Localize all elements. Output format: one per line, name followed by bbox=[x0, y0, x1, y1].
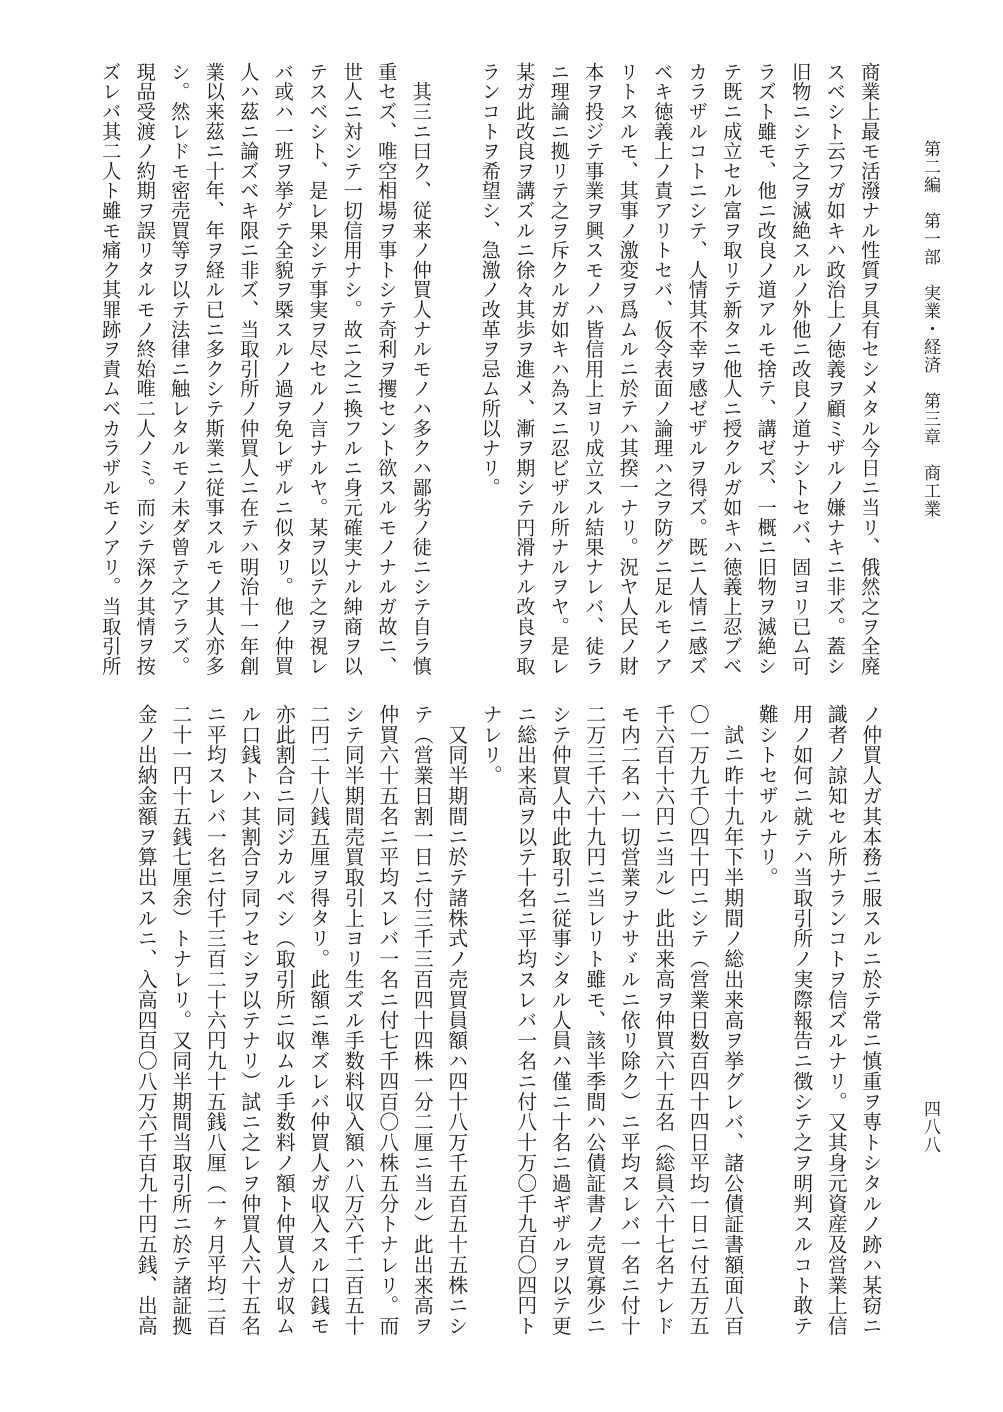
upper-text-line: スベシト云フガ如キハ政治上ノ徳義ヲ顧ミザルノ嫌ナキニ非ズ。蓋シ bbox=[823, 62, 847, 676]
upper-text-line: ズレバ其二人ト雖モ痛ク其罪跡ヲ責ムベカラザルモノアリ。当取引所 bbox=[99, 62, 123, 676]
lower-text-line: ニ総出来高ヲ以テ十名ニ平均スレバ一名ニ付八十万〇千九百〇四円ト bbox=[513, 704, 537, 1337]
upper-text-line: 商業上最モ活潑ナル性質ヲ具有セシメタル今日ニ当リ、俄然之ヲ全廃 bbox=[858, 62, 882, 676]
upper-text-line: カラザルコトニシテ、人情其不幸ヲ感ゼザルヲ得ズ。既ニ人情ニ感ズ bbox=[685, 62, 709, 676]
upper-text-line: テ既ニ成立セル富ヲ取リテ新タニ他人ニ授クルガ如キハ徳義上忍ブベ bbox=[720, 62, 744, 676]
lower-text-line: シテ同半期間売買取引上ヨリ生ズル手数料収入額ハ八万六千二百五十 bbox=[341, 704, 365, 1337]
lower-text-line: ノ仲買人ガ其本務ニ服スルニ於テ常ニ慎重ヲ専トシタルノ跡ハ某窃ニ bbox=[858, 704, 882, 1337]
upper-text-line: リトスルモ、其事ノ激変ヲ爲ムルニ於テハ其揆一ナリ。況ヤ人民ノ財 bbox=[616, 62, 640, 676]
lower-text-line: 二十一円十五銭七厘余）トナレリ。又同半期間当取引所ニ於テ諸証拠 bbox=[168, 704, 192, 1337]
page-number: 四八八 bbox=[920, 1100, 940, 1154]
lower-text-line: 仲買六十五名ニ平均スレバ一名ニ付七千四百〇八株五分トナレリ。而 bbox=[375, 704, 399, 1337]
running-title: 第二編 第一部 実業・経済 第三章 商工業 bbox=[920, 140, 940, 518]
lower-text-line: 千六百十六円ニ当ル）此出来高ヲ仲買六十五名（総員六十七名ナレド bbox=[651, 704, 675, 1337]
lower-text-line: 難シトセザルナリ。 bbox=[755, 704, 779, 888]
lower-text-line: 二円二十八銭五厘ヲ得タリ。此額ニ準ズレバ仲買人ガ収入スル口銭モ bbox=[306, 704, 330, 1337]
upper-text-line: 旧物ニシテ之ヲ滅絶スルノ外他ニ改良ノ道ナシトセバ、固ヨリ已ム可 bbox=[789, 62, 813, 676]
upper-text-line: 其三ニ曰ク、従来ノ仲買人ナルモノハ多クハ鄙劣ノ徒ニシテ自ラ慎 bbox=[409, 62, 433, 676]
upper-text-line: 世人ニ対シテ一切信用ナシ。故ニ之ニ換フルニ身元確実ナル紳商ヲ以 bbox=[340, 62, 364, 676]
lower-text-line: ル口銭トハ其割合ヲ同フセシヲ以テナリ）試ニ之レヲ仲買人六十五名 bbox=[237, 704, 261, 1337]
upper-text-line: ベキ徳義上ノ責アリトセバ、仮令表面ノ論理ハ之ヲ防グニ足ルモノア bbox=[651, 62, 675, 676]
lower-text-line: テ（営業日割一日ニ付三千三百四十四株一分二厘ニ当ル）此出来高ヲ bbox=[410, 704, 434, 1337]
lower-text-line: シテ仲買人中此取引ニ従事シタル人員ハ僅ニ十名ニ過ギザルヲ以テ更 bbox=[548, 704, 572, 1337]
upper-text-line: ニ理論ニ拠リテ之ヲ斥クルガ如キハ為スニ忍ビザル所ナルヲヤ。是レ bbox=[547, 62, 571, 676]
upper-text-line: バ或ハ一班ヲ挙ゲテ全貌ヲ槩スルノ過ヲ免レザルニ似タリ。他ノ仲買 bbox=[271, 62, 295, 676]
lower-text-line: 金ノ出納金額ヲ算出スルニ、入高四百〇八万六千百九十円五銭、出高 bbox=[134, 704, 158, 1337]
lower-text-line: 又同半期間ニ於テ諸株式ノ売買員額ハ四十八万千五百五十五株ニシ bbox=[444, 704, 468, 1337]
lower-text-line: 二万三千六十九円ニ当レリト雖モ、該半季間ハ公債証書ノ売買寡少ニ bbox=[582, 704, 606, 1337]
lower-text-line: 〇一万九千〇四十円ニシテ（営業日数百四十四日平均一日ニ付五万五 bbox=[686, 704, 710, 1337]
lower-text-line: 用ノ如何ニ就テハ当取引所ノ実際報告ニ徴シテ之ヲ明判スルコト敢テ bbox=[789, 704, 813, 1337]
upper-text-line: シ。然レドモ密売買等ヲ以テ法律ニ触レタルモノ未ダ曾テ之アラズ。 bbox=[168, 62, 192, 676]
upper-text-line: 業以来茲ニ十年、年ヲ経ル已ニ多クシテ斯業ニ従事スルモノ其人亦多 bbox=[202, 62, 226, 676]
upper-text-line: テスベシト、是レ果シテ事実ヲ尽セルノ言ナルヤ。某ヲ以テ之ヲ視レ bbox=[306, 62, 330, 676]
lower-text-line: 亦此割合ニ同ジカルベシ（取引所ニ収ムル手数料ノ額ト仲買人ガ収ム bbox=[272, 704, 296, 1337]
upper-text-line: ランコトヲ希望シ、急激ノ改革ヲ忌ム所以ナリ。 bbox=[478, 62, 502, 498]
upper-text-line: 某ガ此改良ヲ講ズルニ徐々其歩ヲ進メ、漸ヲ期シテ円滑ナル改良ヲ取 bbox=[513, 62, 537, 676]
lower-text-line: ニ平均スレバ一名ニ付千三百二十六円九十五銭八厘（一ヶ月平均二百 bbox=[203, 704, 227, 1337]
lower-text-line: 識者ノ諒知セル所ナランコトヲ信ズルナリ。又其身元資産及営業上信 bbox=[824, 704, 848, 1337]
upper-text-line: 重セズ、唯空相場ヲ事トシテ奇利ヲ攫セント欲スルモノナルガ故ニ、 bbox=[375, 62, 399, 676]
upper-text-line: 現品受渡ノ約期ヲ誤リタルモノ終始唯二人ノミ。而シテ深ク其情ヲ按 bbox=[133, 62, 157, 676]
upper-text-line: 人ハ茲ニ論ズベキ限ニ非ズ、当取引所ノ仲買人ニ在テハ明治十一年創 bbox=[237, 62, 261, 676]
upper-text-line: ラズト雖モ、他ニ改良ノ道アルモ捨テ、講ゼズ、一概ニ旧物ヲ滅絶シ bbox=[754, 62, 778, 676]
upper-text-line: 本ヲ投ジテ事業ヲ興スモノハ皆信用上ヨリ成立スル結果ナレバ、徒ラ bbox=[582, 62, 606, 676]
lower-text-line: 試ニ昨十九年下半期間ノ総出来高ヲ挙グレバ、諸公債証書額面八百 bbox=[720, 704, 744, 1337]
lower-text-line: ナレリ。 bbox=[479, 704, 503, 786]
lower-text-line: モ内二名ハ一切営業ヲナサゞルニ依リ除ク）ニ平均スレバ一名ニ付十 bbox=[617, 704, 641, 1337]
